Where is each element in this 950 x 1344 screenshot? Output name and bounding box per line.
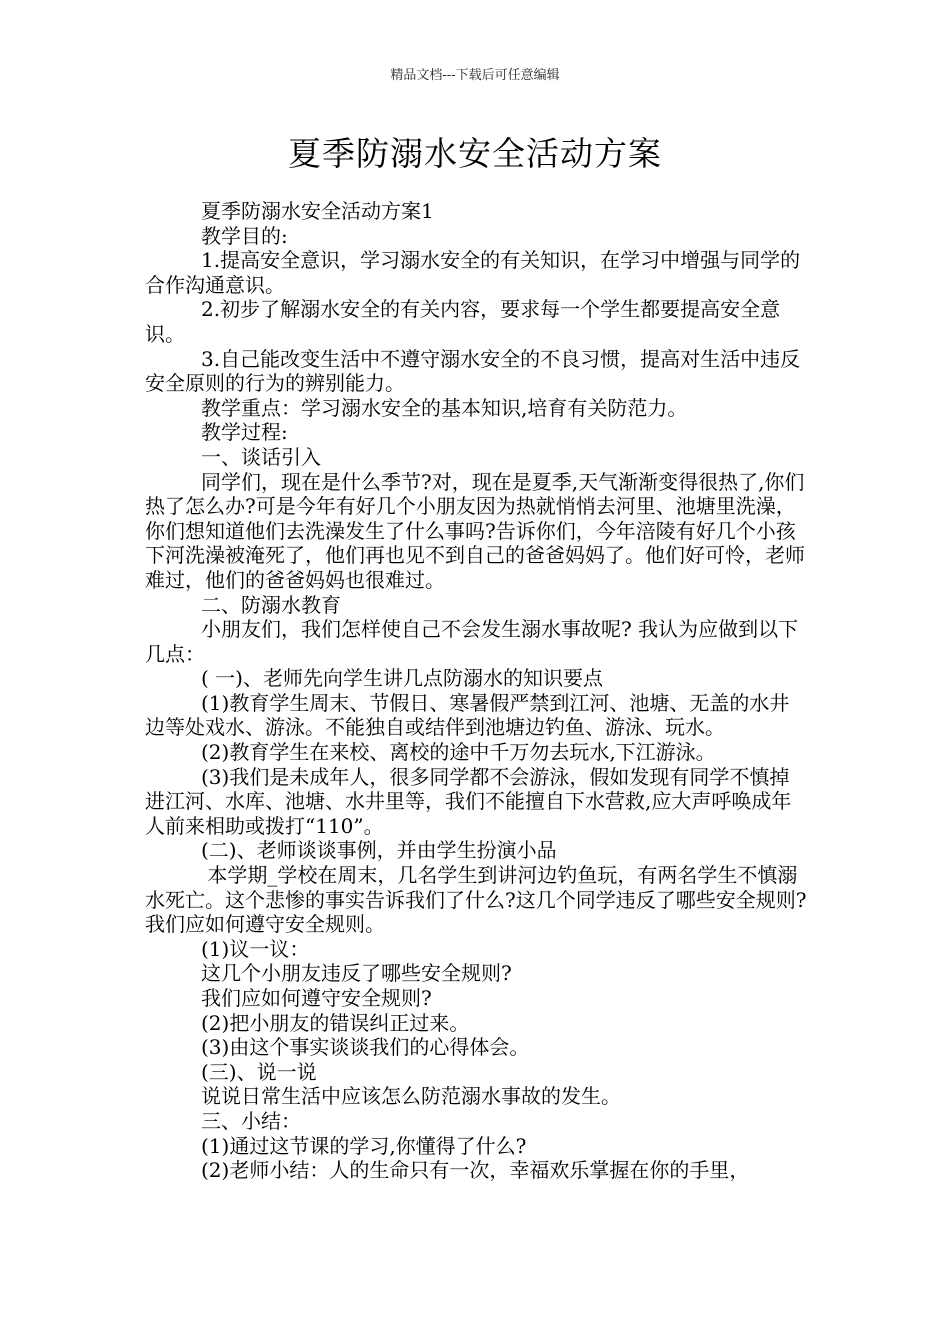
document-body — [145, 199, 807, 1183]
body-paragraph: (1)议一议： — [201, 936, 310, 961]
subsection-heading: ( 一)、老师先向学生讲几点防溺水的知识要点 — [201, 666, 603, 691]
body-paragraph: (3)由这个事实谈谈我们的心得体会。 — [201, 1035, 530, 1060]
body-paragraph: 2.初步了解溺水安全的有关内容，要求每一个学生都要提高安全意识。 — [145, 297, 781, 346]
body-paragraph: (1)通过这节课的学习,你懂得了什么? — [201, 1133, 527, 1158]
body-paragraph: 说说日常生活中应该怎么防范溺水事故的发生。 — [201, 1084, 621, 1109]
body-paragraph: 教学过程: — [201, 420, 288, 445]
body-paragraph: 3.自己能改变生活中不遵守溺水安全的不良习惯，提高对生活中违反安全原则的行为的辨别能力。 — [145, 346, 801, 396]
page-header: 精品文档---下载后可任意编辑 — [390, 68, 560, 83]
body-paragraph: 同学们，现在是什么季节?对，现在是夏季,天气渐渐变得很热了,你们热了怎么办?可是今年有好几个小朋友因为热就悄悄去河里、池塘里洗澡，你们想知道他们去洗澡发生了什么事吗?告诉你们，今年涪陵有好几个小孩下河洗澡被淹死了，他们再也见不到自己的爸爸妈妈了。他们好可怜，老师难过，他们的爸爸妈妈也很难过。 — [145, 469, 805, 592]
body-paragraph: (3)我们是未成年人，很多同学都不会游泳，假如发现有同学不慎掉进江河、水库、池塘、水井里等，我们不能擅自下水营救,应大声呼唤成年人前来相助或拨打“110”。 — [145, 764, 792, 838]
section-heading: 一、谈话引入 — [201, 444, 321, 469]
body-paragraph: 教学重点：学习溺水安全的基本知识,培育有关防范力。 — [201, 395, 688, 420]
body-paragraph: (1)教育学生周末、节假日、寒暑假严禁到江河、池塘、无盖的水井边等处戏水、游泳。不能独自或结伴到池塘边钓鱼、游泳、玩水。 — [145, 690, 790, 740]
body-paragraph: (2)教育学生在来校、离校的途中千万勿去玩水,下江游泳。 — [201, 740, 716, 765]
body-paragraph: (2)老师小结：人的生命只有一次，幸福欢乐掌握在你的手里， — [201, 1158, 750, 1183]
body-paragraph: 本学期_学校在周末，几名学生到讲河边钓鱼玩，有两名学生不慎溺水死亡。这个悲惨的事实告诉我们了什么?这几个同学违反了哪些安全规则?我们应如何遵守安全规则。 — [145, 863, 807, 937]
body-paragraph: (2)把小朋友的错误纠正过来。 — [201, 1010, 470, 1035]
body-paragraph: 小朋友们，我们怎样使自己不会发生溺水事故呢? 我认为应做到以下几点： — [145, 617, 799, 666]
section-heading: 夏季防溺水安全活动方案1 — [201, 199, 434, 223]
body-paragraph: 教学目的: — [201, 223, 288, 248]
body-paragraph: 1.提高安全意识，学习溺水安全的有关知识，在学习中增强与同学的合作沟通意识。 — [145, 248, 801, 297]
section-heading: 三、小结： — [201, 1108, 301, 1133]
body-paragraph: 这几个小朋友违反了哪些安全规则? — [201, 961, 512, 986]
document-title: 夏季防溺水安全活动方案 — [288, 134, 662, 173]
subsection-heading: (三)、说一说 — [201, 1059, 317, 1084]
body-paragraph: 我们应如何遵守安全规则? — [201, 986, 432, 1010]
subsection-heading: (二)、老师谈谈事例，并由学生扮演小品 — [201, 838, 557, 863]
section-heading: 二、防溺水教育 — [201, 592, 341, 617]
